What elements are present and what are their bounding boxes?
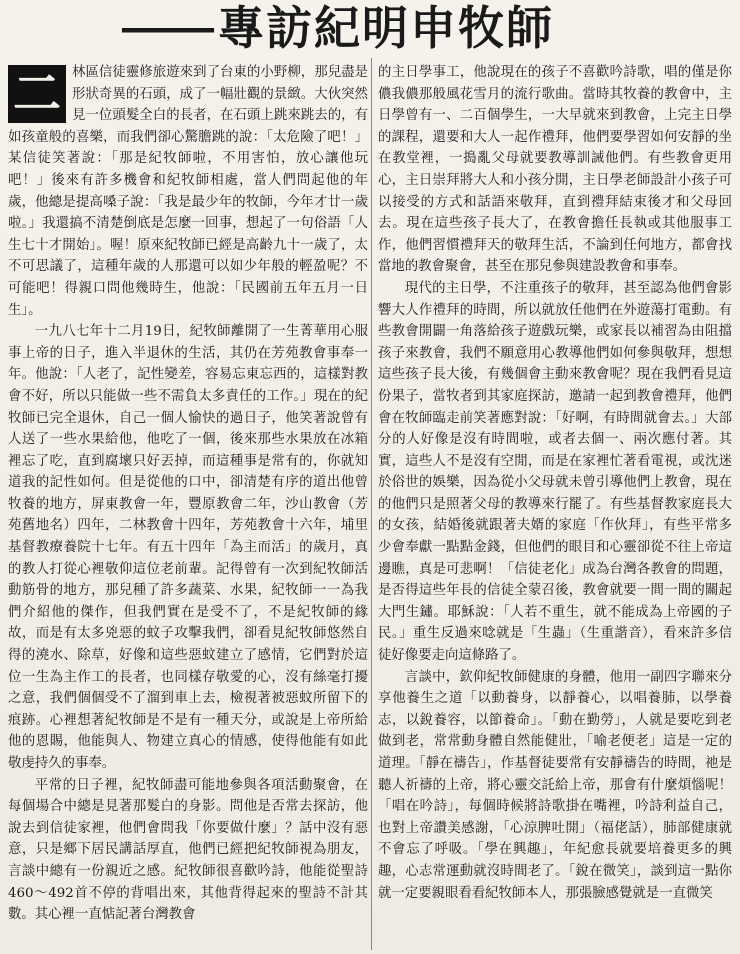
article-column-left [8, 62, 368, 948]
paragraph: 一九八七年十二月19日，紀牧師離開了一生菁華用心服事上帝的日子，進入半退休的生活，其仍在芳苑教會事奉一年。他說：「人老了，記性變差，容易忘東忘西的，這樣對教會不好，所以只能做一些不需負太多責任的工作。」現在的紀牧師已完全退休，自己一個人愉快的過日子，他笑著說曾有人送了一些水果給他，他吃了一個，後來那些水果放在冰箱裡忘了吃，直到腐壞只好丟掉，而這種事是常有的，你就知道我的記性如何。但是從他的口中，卻清楚有序的道出他曾牧養的地方，屏東教會一年，豐原教會二年，沙山教會（芳苑舊地名）四年，二林教會十四年，芳苑教會十六年，埔里基督教療養院十七年。有五十四年「為主而活」的歲月，真的教人打從心裡敬仰這位老前輩。記得曾有一次到紀牧師活動筋骨的地方，那兒種了許多蔬菜、水果，紀牧師一一為我們介紹他的傑作，但我們實在是受不了，不是紀牧師的緣故，而是有太多兇惡的蚊子攻擊我們，卻看見紀牧師悠然自得的澆水、除草，好像和這些惡蚊建立了感情，它們對於這位一生為主作工的長者，也同樣存敬愛的心，沒有絲毫打擾之意，我們個個受不了溜到車上去，檢視著被惡蚊所留下的痕跡。心裡想著紀牧師是不是有一種天分，或說是上帝所給他的恩賜，他能與人、物建立真心的情感，使得他能有如此敬虔持久的事奉。 [8, 324, 368, 771]
paragraph: 言談中，欽仰紀牧師健康的身體，他用一副四字聯來分享他養生之道「以動養身，以靜養心，以唱養肺，以學養志，以銳養容，以節養命」。「動在勤勞」，人就是要吃到老做到老，常常動身體自然能健壯，「喻老便老」這是一定的道理。「靜在禱告」，作基督徒要常有安靜禱告的時間，祂是聽人祈禱的上帝，將心靈交託給上帝，那會有什麼煩惱呢！「唱在吟詩」，每個時候將詩歌掛在嘴裡，吟詩利益自己，也對上帝讚美感謝，「心涼脾吐開」（福佬話），肺部健康就不會忘了呼吸。「學在興趣」，年紀愈長就要培養更多的興趣，心志常運動就沒時間老了。「銳在微笑」，談到這一點你就一定要親眼看看紀牧師本人，那張臉感覺就是一直微笑 [378, 669, 732, 901]
article-title: 專訪紀明申牧師 [218, 1, 554, 55]
column-divider [371, 58, 372, 950]
paragraph: 現代的主日學，不注重孩子的敬拜，甚至認為他們會影響大人作禮拜的時間，所以就放任他們在外遊蕩打電動。有些教會開闢一角落給孩子遊戲玩樂，或家長以補習為由阻擋孩子來教會，我們不願意用心教導他們如何參與敬拜，想想這些孩子長大後，有幾個會主動來教會呢？現在我們看見這份果子，當牧者到其家庭探訪，邀請一起到教會禮拜，他們會在牧師臨走前笑著應對說：「好啊，有時間就會去。」大部分的人好像是沒有時間啦，或者去個一、兩次應付著。其實，這些人不是沒有空閒，而是在家裡忙著看電視，或沈迷於俗世的娛樂，因為從小父母就未曾引導他們上教會，現在的他們只是照著父母的教導來行罷了。有些基督教家庭長大的女孩，結婚後就跟著夫婿的家庭「作伙拜」，有些平常多少會奉獻一點點金錢，但他們的眼目和心靈卻從不往上帝這邊瞧，真是可悲啊！「信徒老化」成為台灣各教會的問題，是否得這些年長的信徒全蒙召後，教會就要一間一間的關起大門生鏽。耶穌說：「人若不重生，就不能成為上帝國的子民。」重生反過來唸就是「生蟲」（生重諧音），看來許多信徒好像要走向這條路了。 [378, 280, 732, 664]
drop-cap: 二 [8, 65, 66, 123]
paragraph: 平常的日子裡，紀牧師盡可能地參與各項活動聚會，在每個場合中總是見著那髮白的身影。問他是否常去探訪，他說去到信徒家裡，他們會問我「你要做什麼」？話中沒有惡意，只是鄉下居民講話厚直，他們已經把紀牧師視為朋友，言談中總有一份親近之感。紀牧師很喜歡吟詩，他能從聖詩460～492首不停的背唱出來，其他背得起來的聖詩不計其數。其心裡一直惦記著台灣教會 [8, 777, 368, 923]
title-dash: ——— [120, 7, 210, 49]
article-column-right [378, 62, 732, 948]
paragraph-text: 林區信徒靈修旅遊來到了台東的小野柳，那兒盡是形狀奇異的石頭，成了一幅壯觀的景緻。大伙突然見一位頭髮全白的長者，在石頭上跳來跳去的，有如孩童般的喜樂，而我們卻心驚膽跳的說：「太危險了吧！」某信徒笑著說：「那是紀牧師啦，不用害怕，放心讓他玩吧！」後來有許多機會和紀牧師相處，當人們問起他的年歲，他總是提高嗓子說：「我是最少年的牧師，今年才廿一歲啦。」我還搞不清楚倒底是怎麼一回事，想起了一句俗語「人生七十才開始」。喔！原來紀牧師已經是高齡九十一歲了，太不可思議了，這種年歲的人那還可以如少年般的輕盈呢？不可能吧！得親口問他幾時生，他說：「民國前五年五月一日生」。 [8, 65, 368, 318]
paragraph [8, 62, 368, 321]
paragraph: 的主日學事工，他說現在的孩子不喜歡吟詩歌，唱的僅是你儂我儂那般風花雪月的流行歌曲。當時其牧養的教會中，主日學曾有一、二百個學生，一大早就來到教會，上完主日學的課程，還要和大人一起作禮拜，他們要學習如何安靜的坐在教堂裡，一搗亂父母就要教導訓誡他們。有些教會更用心，主日崇拜將大人和小孩分開，主日學老師設計小孩子可以接受的方式和話語來敬拜，直到禮拜結束後才和父母回去。現在這些孩子長大了，在教會擔任長執或其他服事工作，他們習慣禮拜天的敬拜生活，不論到任何地方，都會找當地的教會聚會，甚至在那兒參與建設教會和事奉。 [378, 65, 732, 275]
article-header [120, 2, 730, 54]
